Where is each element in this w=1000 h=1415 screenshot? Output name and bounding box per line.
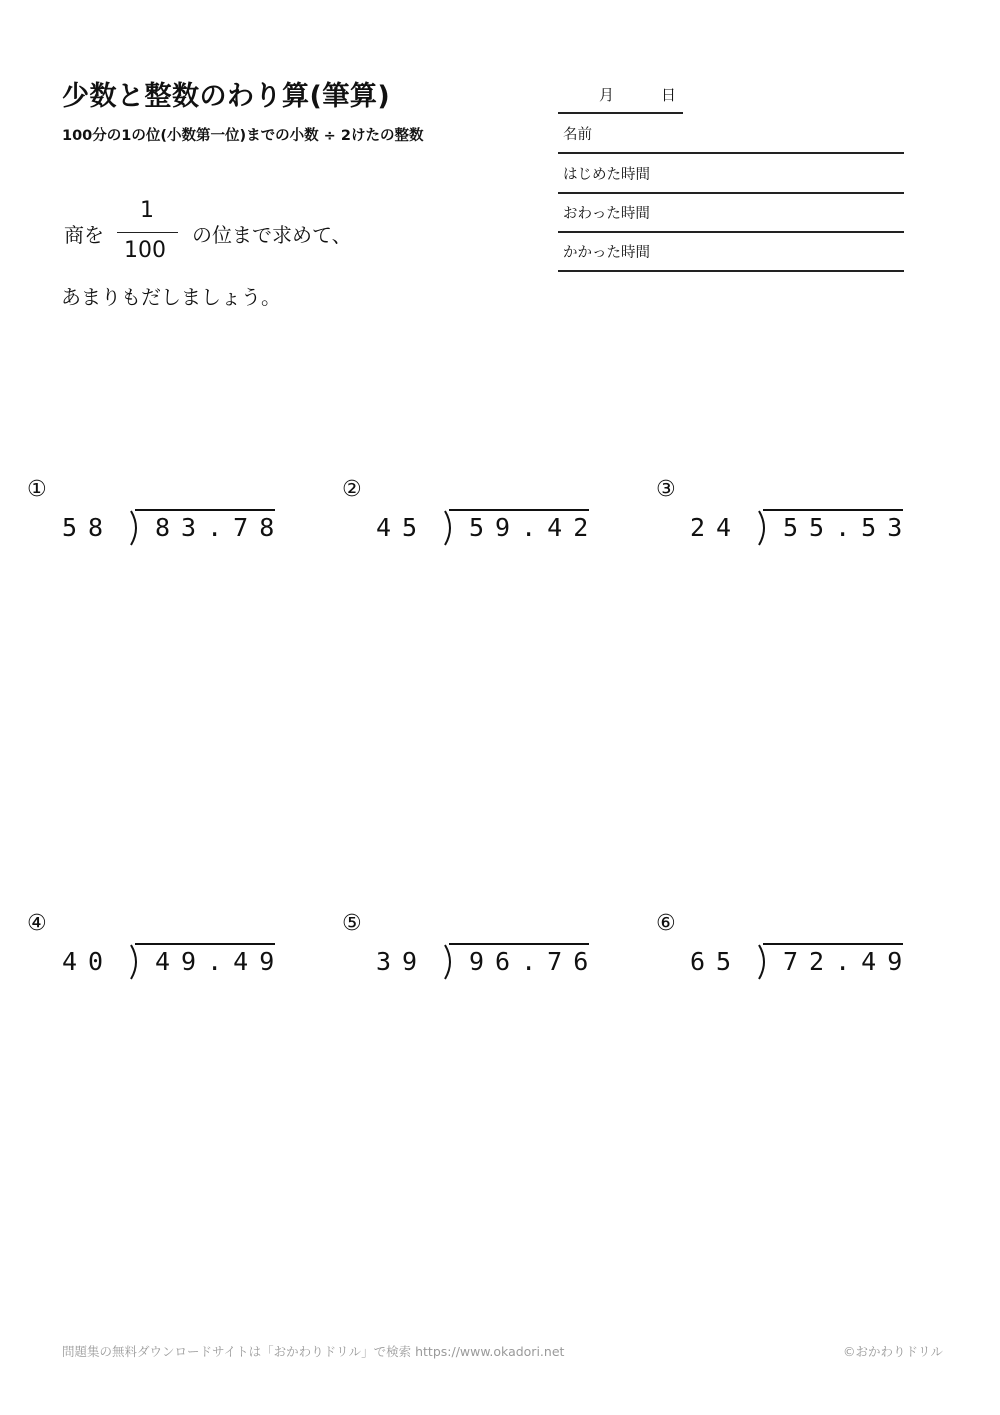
divisor: 45	[376, 513, 429, 542]
division-vinculum	[449, 509, 589, 511]
fraction-denominator: 100	[124, 238, 166, 263]
problem-number: ①	[27, 477, 47, 502]
name-label: 名前	[563, 127, 592, 143]
problem-number: ②	[342, 477, 362, 502]
name-field[interactable]	[558, 114, 904, 154]
end-time-field[interactable]	[558, 193, 904, 233]
page-subtitle: 100分の1の位(小数第一位)までの小数 ÷ 2けたの整数	[62, 128, 424, 144]
divisor: 65	[690, 947, 743, 976]
elapsed-time-field[interactable]	[558, 232, 904, 272]
divisor: 39	[376, 947, 429, 976]
division-vinculum	[135, 509, 275, 511]
day-label: 日	[661, 86, 677, 104]
division-bracket	[756, 510, 770, 546]
page-title: 少数と整数のわり算(筆算)	[62, 81, 391, 112]
footer-credit: 問題集の無料ダウンロードサイトは「おかわりドリル」で検索 https://www.okadori.net	[62, 1344, 565, 1359]
instruction-line2: あまりもだしましょう。	[61, 285, 281, 309]
dividend: 49.49	[155, 947, 286, 976]
dividend: 55.53	[783, 513, 914, 542]
dividend: 59.42	[469, 513, 600, 542]
division-vinculum	[763, 509, 903, 511]
division-bracket	[128, 510, 142, 546]
fraction-bar	[117, 232, 178, 233]
elapsed-time-label: かかった時間	[563, 245, 650, 261]
division-bracket	[756, 944, 770, 980]
problem-number: ⑤	[342, 911, 362, 936]
division-vinculum	[135, 943, 275, 945]
divisor: 40	[62, 947, 115, 976]
instruction-prefix: 商を	[64, 223, 104, 247]
division-bracket	[128, 944, 142, 980]
division-bracket	[442, 510, 456, 546]
month-label: 月	[599, 86, 615, 104]
dividend: 96.76	[469, 947, 600, 976]
start-time-field[interactable]	[558, 154, 904, 194]
end-time-label: おわった時間	[563, 206, 650, 222]
instruction-suffix: の位まで求めて、	[192, 223, 352, 247]
fraction-numerator: 1	[140, 198, 154, 223]
problem-number: ③	[656, 477, 676, 502]
problem-number: ⑥	[656, 911, 676, 936]
dividend: 72.49	[783, 947, 914, 976]
problem-number: ④	[27, 911, 47, 936]
dividend: 83.78	[155, 513, 286, 542]
date-field[interactable]	[558, 84, 683, 114]
divisor: 24	[690, 513, 743, 542]
division-bracket	[442, 944, 456, 980]
division-vinculum	[763, 943, 903, 945]
start-time-label: はじめた時間	[563, 167, 650, 183]
divisor: 58	[62, 513, 115, 542]
footer-copyright: ©おかわりドリル	[843, 1344, 944, 1359]
division-vinculum	[449, 943, 589, 945]
